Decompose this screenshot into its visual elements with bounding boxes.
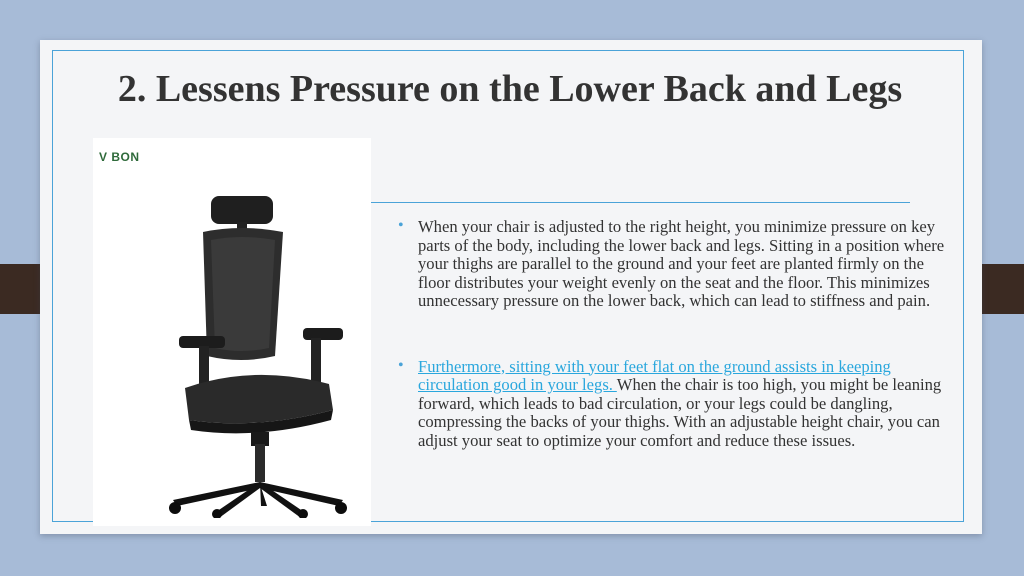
title-divider bbox=[330, 202, 910, 203]
circulation-link[interactable]: Furthermore, sitting with your feet flat on the ground assists in keeping circulation good in your legs. bbox=[418, 356, 891, 394]
bullet-text: When the chair is too high, you might be leaning forward, which leads to bad circulation, or your legs could be dangling, compressing the backs of your thighs. With an adjustable height chair, you can adjust your seat to optimize your comfort and reduce these issues. bbox=[418, 375, 942, 450]
bullet-dot-icon: • bbox=[398, 217, 404, 234]
slide-title: 2. Lessens Pressure on the Lower Back and Legs bbox=[117, 68, 903, 110]
office-chair-icon bbox=[133, 188, 363, 518]
bullet-dot-icon: • bbox=[398, 356, 404, 374]
bullet-item-1 bbox=[398, 218, 958, 311]
brand-logo-text: V BON bbox=[99, 150, 140, 164]
bullet-text: When your chair is adjusted to the right height, you minimize pressure on key parts of the body, including the lower back and legs. Sitting in a position where your thighs are parallel to the ground and your feet are planted firmly on the floor distributes your weight evenly on the seat and the floor. This minimizes unnecessary pressure on the lower back, which can lead to stiffness and pain. bbox=[418, 217, 945, 310]
bullet-list bbox=[398, 218, 958, 450]
chair-photo bbox=[93, 138, 371, 526]
slide bbox=[40, 40, 982, 534]
brand-logo bbox=[99, 150, 173, 176]
bullet-item-2 bbox=[398, 358, 958, 451]
